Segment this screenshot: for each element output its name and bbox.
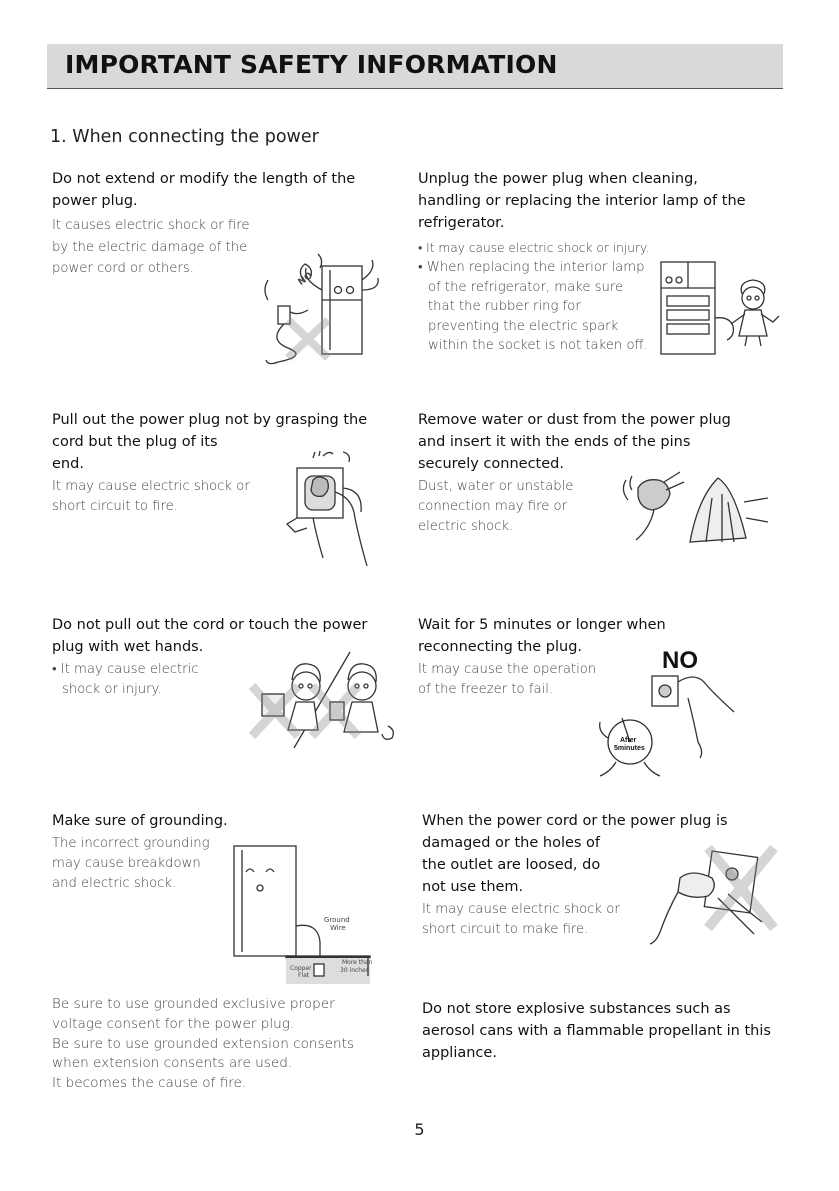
illustration-after-label: After: [620, 737, 637, 744]
block-heading-line: Remove water or dust from the power plug: [418, 412, 731, 428]
block-body-line: and electric shock.: [52, 876, 177, 891]
block-body-line: Be sure to use grounded exclusive proper: [52, 996, 335, 1012]
block-heading-line: securely connected.: [418, 456, 564, 472]
block-heading-line: end.: [52, 456, 84, 472]
ground-wire-label: Ground: [324, 916, 350, 924]
block-heading-line: power plug.: [52, 193, 138, 209]
block-heading-line: Make sure of grounding.: [52, 813, 228, 829]
illustration-damaged-outlet: [648, 838, 788, 948]
illustration-wait-clock: [594, 642, 744, 784]
copper-flat-label: Flat: [298, 972, 310, 979]
block-heading-line: and insert it with the ends of the pins: [418, 434, 691, 450]
block-heading-line: Do not pull out the cord or touch the power: [52, 617, 368, 633]
block-body-line: It may cause electric shock or: [52, 479, 250, 494]
bullet-item: • It may cause electric: [52, 662, 199, 677]
block-heading-line: Pull out the power plug not by grasping the: [52, 412, 368, 428]
block-heading-line: damaged or the holes of: [422, 835, 601, 851]
illustration-no-label: NO: [662, 647, 698, 674]
block-heading-line: Do not extend or modify the length of the: [52, 171, 356, 187]
page-number: 5: [414, 1120, 425, 1139]
block-heading-line: reconnecting the plug.: [418, 639, 583, 655]
block-explosive-substances: [422, 998, 792, 1064]
bullet-item-continued: preventing the electric spark: [428, 318, 619, 334]
block-heading-line: refrigerator.: [418, 215, 505, 231]
illustration-pull-plug-hand: [283, 448, 379, 568]
block-heading-line: cord but the plug of its: [52, 434, 218, 450]
block-body-line: voltage consent for the power plug.: [52, 1015, 295, 1032]
bullet-item-continued: that the rubber ring for: [428, 299, 581, 314]
block-heading-line: Unplug the power plug when cleaning,: [418, 171, 698, 187]
illustration-refrigerator-girl: [655, 258, 787, 358]
block-body-line: of the freezer to fail.: [418, 682, 554, 697]
illustration-wet-hands: [246, 650, 402, 750]
ground-wire-label: Wire: [330, 924, 346, 932]
block-body-line: Dust, water or unstable: [418, 479, 574, 494]
block-heading-line: Do not store explosive substances such as: [422, 1001, 731, 1017]
bullet-item: • When replacing the interior lamp: [418, 260, 645, 275]
bullet-item-continued: within the socket is not taken off.: [428, 338, 648, 353]
block-body-line: short circuit to make fire.: [422, 922, 589, 937]
block-body-line: Be sure to use grounded extension consents: [52, 1035, 355, 1052]
copper-flat-label: Copper: [290, 965, 312, 972]
block-heading-line: not use them.: [422, 879, 524, 895]
illustration-after-label: 5minutes: [614, 745, 645, 752]
block-heading-line: appliance.: [422, 1045, 497, 1061]
block-body-line: when extension consents are used.: [52, 1055, 293, 1072]
block-body-line: short circuit to fire.: [52, 499, 178, 514]
depth-label: More than: [342, 959, 373, 966]
block-body-line: electric shock.: [418, 519, 514, 534]
block-body-line: It causes electric shock or fire: [52, 218, 250, 233]
block-body-line: connection may fire or: [418, 499, 568, 514]
block-heading-line: plug with wet hands.: [52, 639, 204, 655]
block-body-line: It may cause the operation: [418, 662, 597, 677]
block-body-line: The incorrect grounding: [52, 836, 210, 851]
block-body-line: by the electric damage of the: [52, 240, 248, 255]
block-heading-line: aerosol cans with a flammable propellant in this: [422, 1023, 771, 1039]
block-grounded-consent: [52, 995, 412, 1094]
block-heading-line: Wait for 5 minutes or longer when: [418, 617, 666, 633]
block-heading-line: the outlet are loosed, do: [422, 857, 601, 873]
illustration-label: NO: [296, 270, 315, 288]
block-body-line: It becomes the cause of fire.: [52, 1075, 247, 1092]
header-bar: [47, 44, 783, 89]
page-title: IMPORTANT SAFETY INFORMATION: [65, 50, 558, 79]
section-title: 1. When connecting the power: [50, 127, 319, 147]
bullet-item: • It may cause electric shock or injury.: [418, 241, 650, 255]
block-heading-line: When the power cord or the power plug is: [422, 813, 728, 829]
depth-label: 30 inches: [340, 967, 369, 974]
block-body-line: may cause breakdown: [52, 856, 201, 871]
bullet-item-continued: shock or injury.: [62, 682, 162, 697]
illustration-grounding: [230, 842, 380, 987]
bullet-item-continued: of the refrigerator, make sure: [428, 279, 624, 295]
block-body-line: power cord or others.: [52, 261, 194, 276]
block-heading-line: handling or replacing the interior lamp of the: [418, 193, 746, 209]
illustration-extend-cord: [258, 250, 393, 372]
block-body-line: It may cause electric shock or: [422, 902, 620, 917]
illustration-cleaning-plug: [618, 458, 770, 548]
